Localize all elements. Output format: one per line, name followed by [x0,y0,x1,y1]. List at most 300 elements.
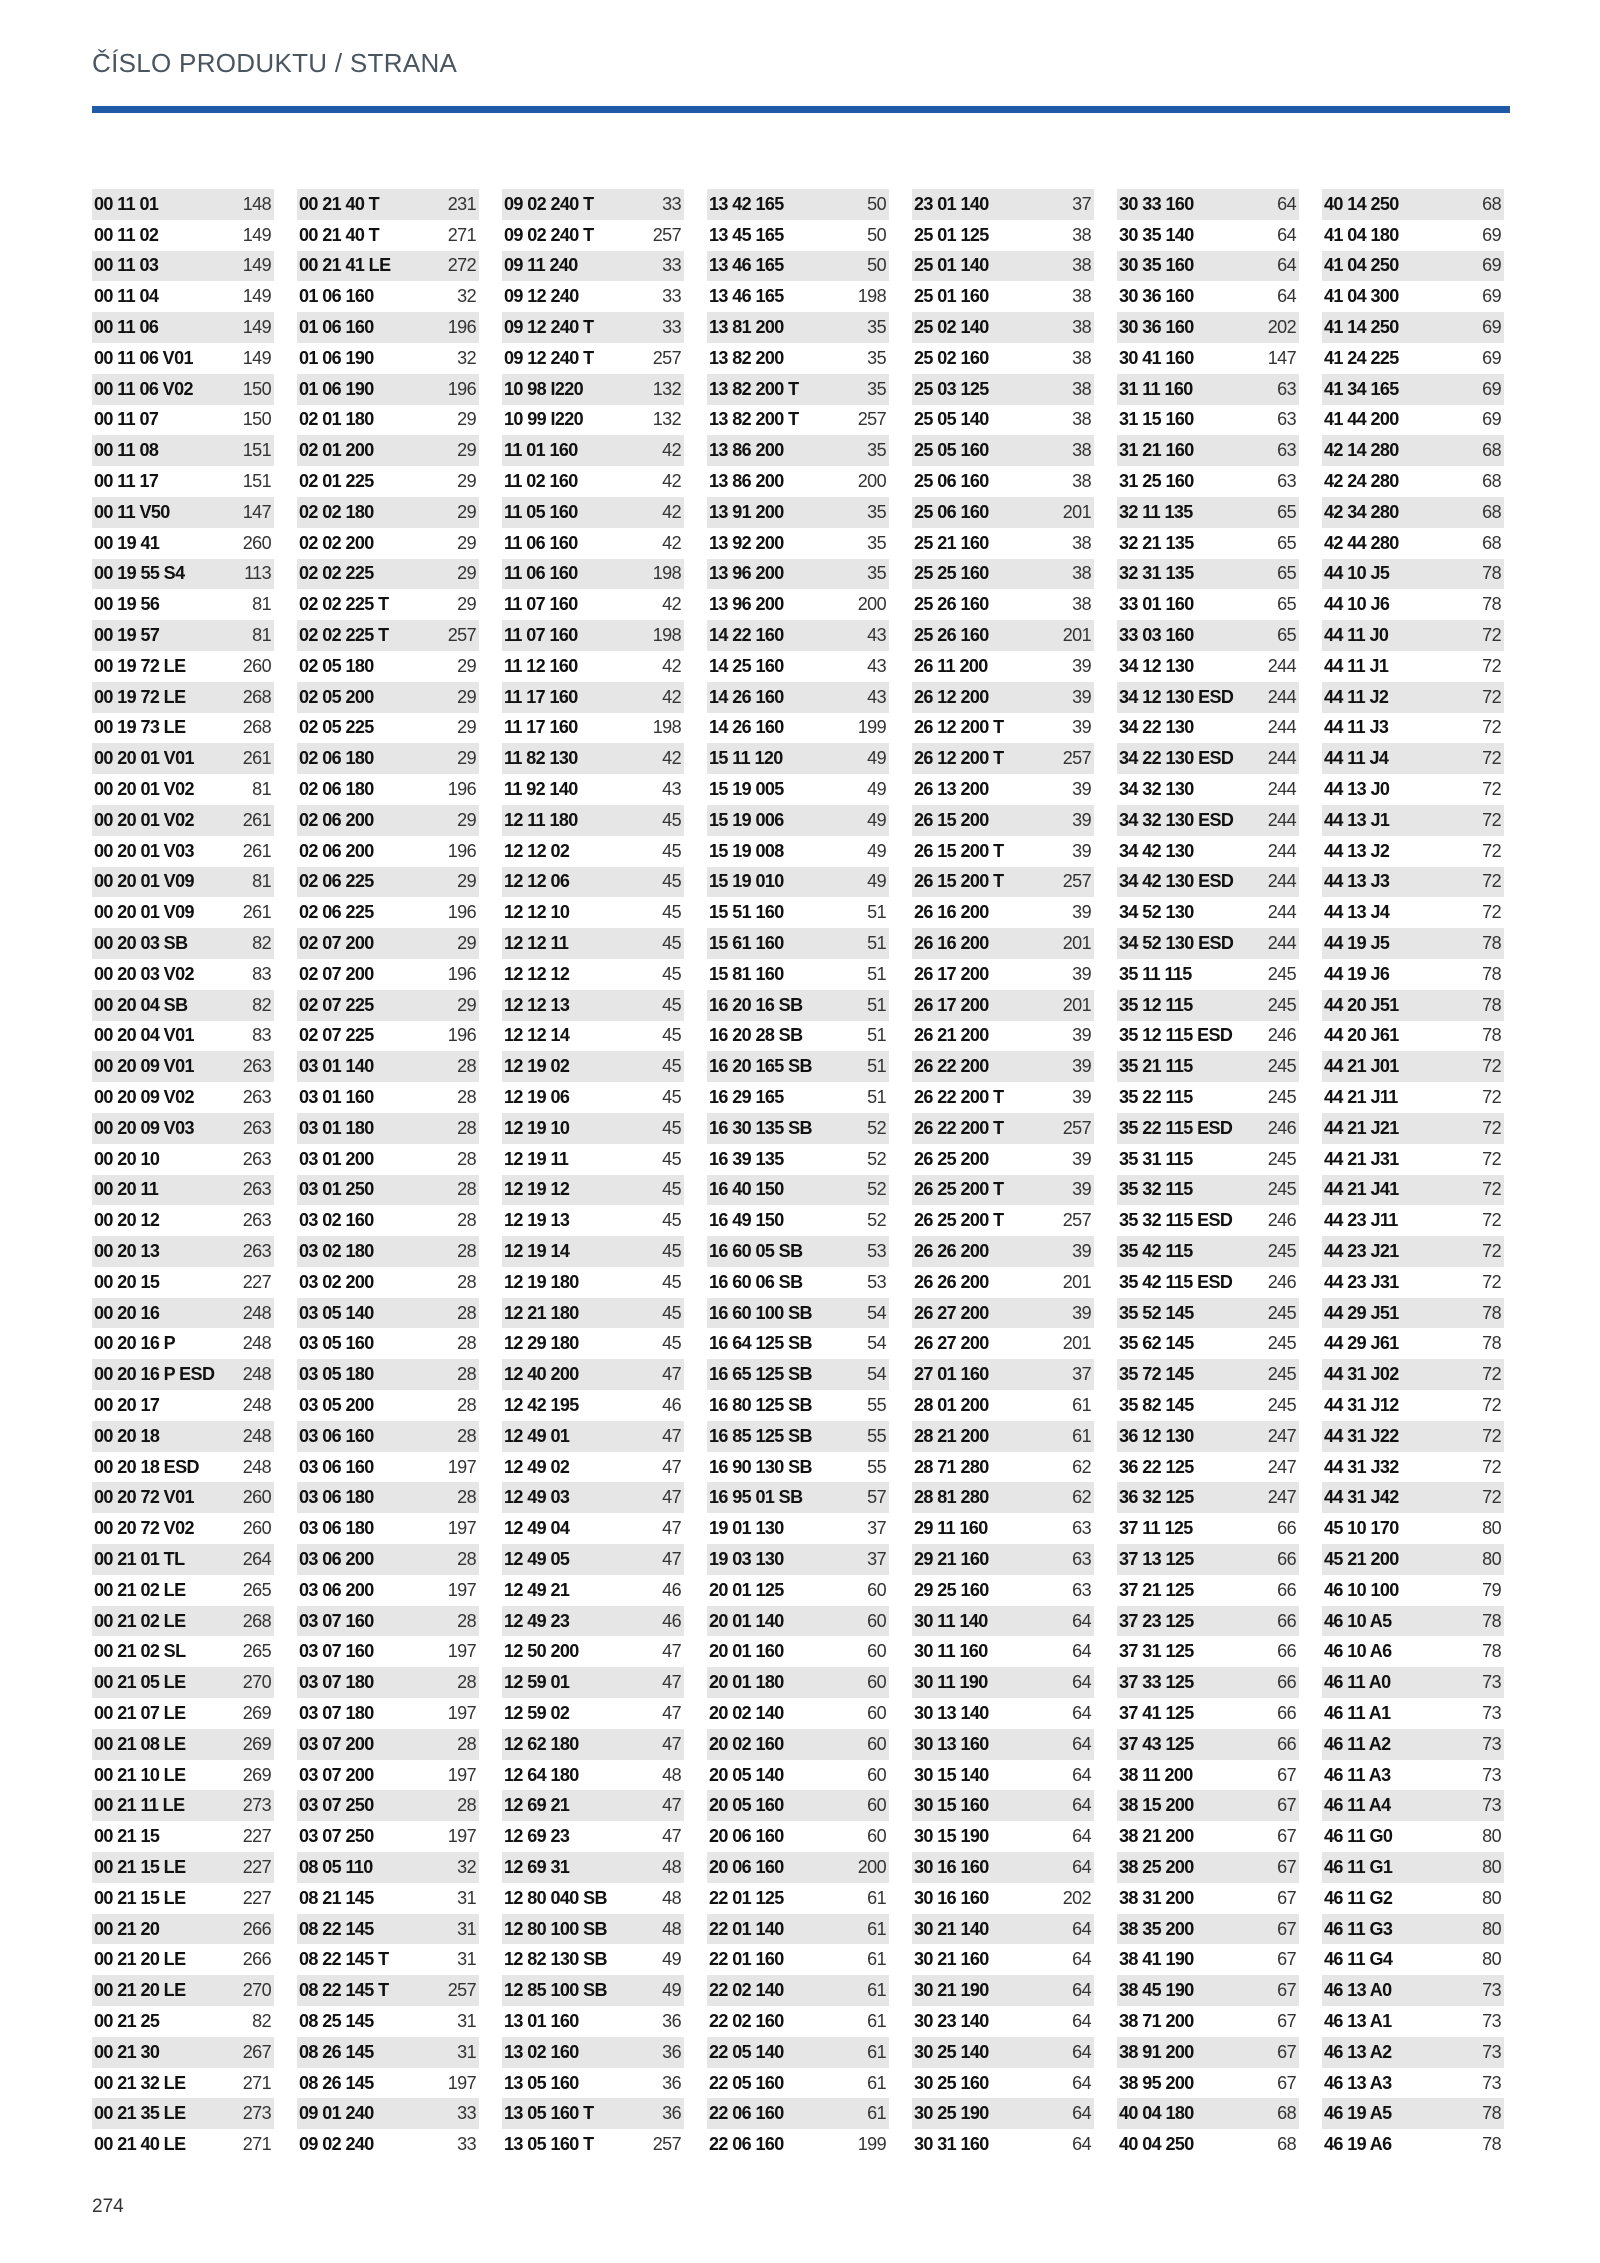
page-reference: 47 [662,1548,681,1569]
page-reference: 200 [857,471,886,492]
page-reference: 197 [447,1579,476,1600]
product-number: 16 30 135 SB [709,1117,812,1138]
index-row [1322,1883,1504,1914]
index-row [707,1914,889,1945]
product-number: 00 20 09 V03 [94,1117,194,1138]
index-row [502,589,684,620]
page-reference: 29 [457,563,476,584]
page-reference: 49 [867,748,886,769]
product-number: 16 60 06 SB [709,1271,803,1292]
product-number: 46 13 A3 [1324,2072,1392,2093]
index-row [297,1452,479,1483]
index-row [502,1636,684,1667]
index-row [1322,836,1504,867]
index-row [1322,1606,1504,1637]
page-reference: 39 [1072,809,1091,830]
product-number: 41 34 165 [1324,378,1399,399]
page-reference: 51 [867,902,886,923]
index-row [1322,928,1504,959]
page-reference: 49 [662,1949,681,1970]
index-row [502,1082,684,1113]
page-reference: 257 [1062,871,1091,892]
index-row [297,528,479,559]
page-reference: 227 [242,1271,271,1292]
index-row [92,774,274,805]
page-reference: 147 [242,501,271,522]
index-row [1117,1021,1299,1052]
index-row [1322,1667,1504,1698]
index-row [502,1606,684,1637]
product-number: 16 85 125 SB [709,1425,812,1446]
product-number: 02 06 200 [299,809,374,830]
page-reference: 248 [242,1425,271,1446]
page-reference: 64 [1072,1918,1091,1939]
page-reference: 246 [1267,1271,1296,1292]
index-row [912,620,1094,651]
index-row [502,620,684,651]
index-row [92,1359,274,1390]
index-row [1117,528,1299,559]
product-number: 35 22 115 [1119,1087,1193,1107]
page-reference: 63 [1072,1579,1091,1600]
page-reference: 81 [252,625,271,646]
product-number: 46 11 A0 [1324,1672,1391,1693]
product-number: 31 11 160 [1119,378,1193,399]
index-row [1117,1390,1299,1421]
product-number: 00 21 41 LE [299,255,391,276]
product-number: 00 21 40 T [299,224,380,245]
page-reference: 64 [1072,1733,1091,1754]
index-row [297,1729,479,1760]
product-number: 02 02 180 [299,501,374,522]
index-row [92,589,274,620]
product-number: 00 20 16 [94,1302,160,1323]
page-reference: 50 [867,255,886,276]
page-reference: 69 [1482,224,1501,245]
page-reference: 244 [1267,933,1296,954]
page-reference: 42 [662,532,681,553]
page-reference: 45 [662,1148,681,1169]
page-reference: 29 [457,994,476,1015]
index-row [1117,374,1299,405]
index-row [502,1205,684,1236]
product-number: 00 21 15 [94,1826,160,1847]
page-reference: 45 [662,1240,681,1261]
product-number: 44 10 J5 [1324,563,1390,584]
product-number: 26 21 200 [914,1025,989,1046]
index-row [1117,1267,1299,1298]
index-row [1322,2129,1504,2160]
page-reference: 28 [457,1548,476,1569]
index-row [1117,2129,1299,2160]
page-reference: 72 [1482,1179,1501,1200]
index-row [297,1021,479,1052]
index-row [297,559,479,590]
index-column-4 [707,189,889,2160]
page-reference: 78 [1482,1302,1501,1323]
index-row [707,1482,889,1513]
page-reference: 55 [867,1394,886,1415]
product-number: 25 06 160 [914,501,989,522]
page-reference: 245 [1267,963,1296,984]
product-number: 46 11 G3 [1324,1918,1393,1939]
index-row [92,1944,274,1975]
product-number: 11 17 160 [504,717,578,738]
product-number: 36 32 125 [1119,1487,1194,1508]
product-number: 22 02 140 [709,1980,784,2001]
page-reference: 66 [1277,1610,1296,1631]
page-reference: 42 [662,440,681,461]
product-number: 34 22 130 ESD [1119,748,1234,769]
product-number: 26 12 200 T [914,717,1004,738]
page-reference: 28 [457,1117,476,1138]
page-reference: 246 [1267,1025,1296,1046]
page-reference: 73 [1482,1980,1501,2001]
product-number: 38 71 200 [1119,2010,1194,2031]
product-number: 15 11 120 [709,748,783,769]
index-row [502,1452,684,1483]
product-number: 02 01 180 [299,409,374,430]
index-row [707,1790,889,1821]
page-reference: 132 [652,409,681,430]
page-reference: 42 [662,748,681,769]
index-row [1322,990,1504,1021]
product-number: 12 85 100 SB [504,1980,607,2001]
index-row [297,1082,479,1113]
product-number: 30 16 160 [914,1887,989,1908]
page-reference: 65 [1277,625,1296,646]
product-number: 20 02 160 [709,1733,784,1754]
index-row [297,1914,479,1945]
product-number: 35 72 145 [1119,1364,1194,1385]
product-number: 42 24 280 [1324,471,1399,492]
index-row [502,1267,684,1298]
page-reference: 31 [457,1918,476,1939]
page-reference: 65 [1277,501,1296,522]
product-number: 44 20 J61 [1324,1025,1399,1046]
product-number: 12 40 200 [504,1364,579,1385]
index-row [297,651,479,682]
page-title: ČÍSLO PRODUKTU / STRANA [92,48,458,78]
product-number: 45 21 200 [1324,1548,1399,1569]
index-row [297,2098,479,2129]
index-row [707,374,889,405]
product-number: 22 06 160 [709,2103,784,2124]
product-number: 12 49 05 [504,1548,570,1569]
product-number: 08 22 145 T [299,1980,389,2001]
index-row [1117,497,1299,528]
index-row [502,466,684,497]
product-number: 44 21 J11 [1324,1087,1398,1107]
index-row [912,1267,1094,1298]
index-row [92,2129,274,2160]
page-reference: 51 [867,933,886,954]
index-row [707,2037,889,2068]
page-reference: 62 [1072,1456,1091,1477]
page-reference: 54 [867,1333,886,1354]
page-reference: 81 [252,871,271,892]
index-row [707,559,889,590]
page-reference: 36 [662,2041,681,2062]
product-number: 31 21 160 [1119,440,1194,461]
index-row [502,897,684,928]
page-reference: 244 [1267,902,1296,923]
product-number: 16 39 135 [709,1148,784,1169]
index-row [1322,897,1504,928]
product-number: 00 21 15 LE [94,1887,186,1908]
product-number: 12 69 21 [504,1795,570,1816]
page-reference: 263 [242,1087,271,1107]
page-reference: 201 [1062,933,1091,954]
index-row [1322,1944,1504,1975]
page-reference: 196 [447,1025,476,1046]
product-number: 02 06 225 [299,871,374,892]
product-number: 00 20 72 V02 [94,1518,194,1539]
product-number: 44 11 J4 [1324,748,1389,769]
product-number: 25 05 160 [914,440,989,461]
page-reference: 57 [867,1487,886,1508]
product-number: 00 21 35 LE [94,2103,186,2124]
page-reference: 38 [1072,378,1091,399]
index-row [1117,343,1299,374]
page-reference: 201 [1062,625,1091,646]
product-number: 40 14 250 [1324,193,1399,214]
index-row [92,990,274,1021]
product-number: 00 21 20 LE [94,1949,186,1970]
product-number: 29 25 160 [914,1579,989,1600]
index-row [912,1729,1094,1760]
page-reference: 63 [1277,378,1296,399]
page-reference: 73 [1482,1795,1501,1816]
product-number: 37 41 125 [1119,1702,1194,1723]
page-reference: 60 [867,1764,886,1785]
index-row [912,1575,1094,1606]
index-row [502,343,684,374]
page-reference: 257 [1062,1210,1091,1231]
product-number: 26 22 200 T [914,1087,1004,1107]
index-row [912,1883,1094,1914]
index-row [1322,743,1504,774]
index-row [912,1914,1094,1945]
page-reference: 271 [242,2072,271,2093]
product-number: 44 11 J0 [1324,625,1389,646]
index-row [912,559,1094,590]
index-row [707,1051,889,1082]
product-number: 11 17 160 [504,686,578,707]
product-number: 00 11 06 [94,317,159,338]
page-reference: 31 [457,1949,476,1970]
product-number: 00 19 72 LE [94,655,186,676]
page-reference: 200 [857,594,886,615]
product-number: 38 25 200 [1119,1856,1194,1877]
index-row [707,1852,889,1883]
page-reference: 197 [447,1764,476,1785]
page-reference: 35 [867,501,886,522]
product-number: 16 40 150 [709,1179,784,1200]
page-reference: 269 [242,1733,271,1754]
index-row [912,1975,1094,2006]
page-reference: 49 [867,779,886,800]
index-row [912,897,1094,928]
product-number: 46 10 A5 [1324,1610,1392,1631]
product-number: 09 02 240 T [504,193,594,214]
page-reference: 64 [1072,1641,1091,1662]
index-row [707,959,889,990]
index-row [502,1144,684,1175]
index-row [297,189,479,220]
page-reference: 51 [867,963,886,984]
product-number: 12 21 180 [504,1302,579,1323]
product-number: 16 95 01 SB [709,1487,803,1508]
product-number: 22 01 140 [709,1918,784,1939]
index-row [1322,1359,1504,1390]
index-row [912,928,1094,959]
product-number: 30 25 190 [914,2103,989,2124]
page-reference: 51 [867,994,886,1015]
index-row [502,559,684,590]
product-number: 30 25 160 [914,2072,989,2093]
product-number: 00 11 01 [94,193,159,214]
index-row [92,1298,274,1329]
index-row [92,1513,274,1544]
page-reference: 244 [1267,840,1296,861]
page-reference: 72 [1482,779,1501,800]
index-row [297,1575,479,1606]
product-number: 41 04 180 [1324,224,1399,245]
index-row [912,1298,1094,1329]
product-number: 40 04 250 [1119,2134,1194,2155]
index-row [707,528,889,559]
index-row [1117,1760,1299,1791]
product-number: 13 81 200 [709,317,784,338]
index-row [707,220,889,251]
index-row [92,1421,274,1452]
index-row [1117,1513,1299,1544]
product-number: 00 21 02 LE [94,1579,186,1600]
index-row [92,466,274,497]
product-number: 12 19 02 [504,1056,570,1077]
index-row [297,1821,479,1852]
index-row [297,867,479,898]
index-row [92,497,274,528]
product-number: 03 07 160 [299,1641,374,1662]
product-number: 00 19 55 S4 [94,563,185,584]
index-row [1117,1205,1299,1236]
page-reference: 244 [1267,655,1296,676]
page-reference: 31 [457,2041,476,2062]
page-reference: 272 [447,255,476,276]
product-number: 28 01 200 [914,1394,989,1415]
page-reference: 263 [242,1148,271,1169]
product-number: 12 49 23 [504,1610,570,1631]
product-number: 12 49 02 [504,1456,570,1477]
index-row [1117,1636,1299,1667]
page-reference: 33 [662,286,681,307]
index-row [707,2068,889,2099]
index-row [1322,1729,1504,1760]
page-reference: 28 [457,1271,476,1292]
page-reference: 69 [1482,409,1501,430]
product-number: 25 25 160 [914,563,989,584]
product-number: 28 71 280 [914,1456,989,1477]
index-row [1117,220,1299,251]
index-row [1322,2068,1504,2099]
index-row [297,1267,479,1298]
product-number: 41 04 250 [1324,255,1399,276]
index-row [912,1421,1094,1452]
product-number: 46 10 A6 [1324,1641,1392,1662]
product-number: 03 06 200 [299,1579,374,1600]
page-reference: 37 [867,1518,886,1539]
index-row [707,497,889,528]
index-row [912,312,1094,343]
page-reference: 72 [1482,686,1501,707]
index-row [92,251,274,282]
product-number: 00 20 01 V03 [94,840,194,861]
page-reference: 201 [1062,501,1091,522]
product-number: 44 13 J4 [1324,902,1390,923]
index-row [1322,682,1504,713]
index-row [707,928,889,959]
index-row [502,1421,684,1452]
product-number: 37 13 125 [1119,1548,1194,1569]
product-number: 38 11 200 [1119,1764,1193,1785]
page-reference: 83 [252,963,271,984]
index-row [502,1575,684,1606]
product-number: 40 04 180 [1119,2103,1194,2124]
product-number: 00 20 12 [94,1210,160,1231]
page-reference: 257 [652,2134,681,2155]
product-number: 03 01 140 [299,1056,374,1077]
product-number: 03 06 180 [299,1487,374,1508]
product-number: 15 19 010 [709,871,784,892]
page-reference: 196 [447,378,476,399]
index-row [92,713,274,744]
page-reference: 64 [1072,1764,1091,1785]
product-number: 25 01 160 [914,286,989,307]
product-number: 46 11 A4 [1324,1795,1391,1816]
index-row [502,405,684,436]
page-reference: 260 [242,655,271,676]
page-reference: 270 [242,1980,271,2001]
product-number: 12 59 01 [504,1672,570,1693]
product-number: 09 11 240 [504,255,578,276]
index-row [912,405,1094,436]
product-number: 20 01 180 [709,1672,784,1693]
product-number: 30 11 160 [914,1641,988,1662]
page-reference: 54 [867,1302,886,1323]
index-row [1322,1760,1504,1791]
page-reference: 265 [242,1641,271,1662]
index-row [1322,1790,1504,1821]
index-row [912,1852,1094,1883]
page-reference: 68 [1482,532,1501,553]
index-row [92,805,274,836]
page-reference: 28 [457,1056,476,1077]
product-number: 00 20 09 V02 [94,1087,194,1107]
product-number: 01 06 190 [299,378,374,399]
index-row [707,2006,889,2037]
index-row [912,1606,1094,1637]
product-number: 30 15 140 [914,1764,989,1785]
page-reference: 38 [1072,347,1091,368]
page-reference: 64 [1072,1610,1091,1631]
page-reference: 72 [1482,902,1501,923]
index-row [707,1205,889,1236]
index-row [1322,1482,1504,1513]
page-reference: 63 [1072,1518,1091,1539]
page-reference: 78 [1482,2103,1501,2124]
